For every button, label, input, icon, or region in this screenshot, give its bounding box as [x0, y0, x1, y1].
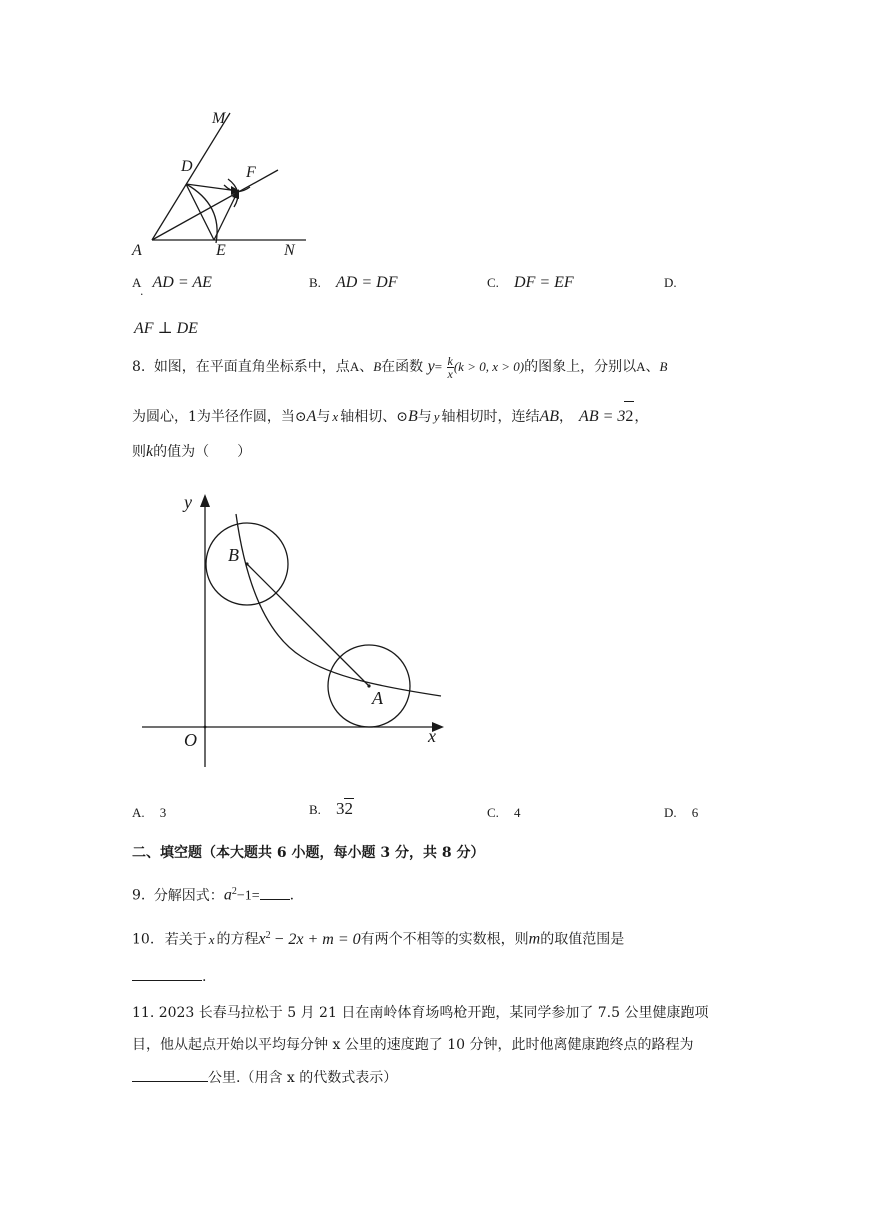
axis-x: x [332, 409, 339, 424]
ray-af [152, 170, 278, 240]
origin-dot [204, 726, 207, 729]
y-axis-arrow [200, 494, 210, 507]
option-letter: C. [487, 275, 499, 290]
point-a: A [349, 359, 360, 374]
label-o: O [184, 730, 197, 750]
point-b-dot [245, 562, 248, 565]
segment-ab: AB [539, 408, 560, 425]
point-a: A [306, 408, 317, 425]
q7-option-a [132, 272, 212, 292]
q8-option-a [132, 802, 166, 821]
text: 与 [417, 409, 432, 425]
label-m: M [212, 110, 226, 127]
label-n: N [284, 242, 295, 259]
q9-number: 9. [132, 887, 146, 904]
option-text: DF = EF [514, 274, 574, 291]
angle-bisector-figure [128, 105, 338, 265]
q11-line-1: 11. 2023 长春马拉松于 5 月 21 日在南岭体育场鸣枪开跑，某同学参加了 7.5 公里健康跑项 [132, 1005, 709, 1021]
label-y: y [184, 492, 192, 512]
text: 则 [132, 444, 146, 460]
q7-option-b [309, 272, 397, 292]
hyperbola-curve [236, 514, 441, 696]
text: 轴相切、⊙ [340, 409, 408, 425]
text: 公里.（用含 x 的代数式表示） [208, 1070, 398, 1086]
q11-line-2: 目，他从起点开始以平均每分钟 x 公里的速度跑了 10 分钟，此时他离健康跑终点的路程为 [132, 1037, 694, 1053]
option-letter: A. [132, 805, 145, 820]
option-letter: A [132, 275, 142, 290]
point-a: A [636, 359, 646, 374]
answer-blank[interactable] [132, 980, 202, 981]
section-2-title: 二、填空题（本大题共 6 小题，每小题 3 分，共 8 分） [132, 845, 485, 861]
label-e: E [216, 242, 226, 259]
segment-ab [247, 564, 369, 686]
ray-am [152, 113, 230, 240]
text: 分解因式： [153, 887, 224, 904]
text: 与 [316, 409, 331, 425]
var-a: a [223, 886, 232, 904]
option-sqrt: 2 [344, 799, 354, 818]
option-letter: B. [309, 275, 321, 290]
func-y: y [427, 358, 435, 375]
text: 在函数 [381, 359, 424, 375]
q7-option-c [487, 272, 574, 292]
text: 的图象上，分别以 [524, 359, 637, 375]
eq-x: x [258, 930, 266, 948]
text: 的方程 [216, 931, 259, 948]
function-fraction [447, 355, 454, 380]
text: ， [559, 409, 574, 425]
option-text: 4 [514, 805, 521, 820]
q10-number: 10. [132, 931, 155, 948]
option-letter: D. [664, 805, 677, 820]
text: 有两个不相等的实数根，则 [360, 931, 529, 948]
text: . [202, 969, 207, 985]
option-text: 6 [691, 805, 699, 820]
axis-y: y [433, 409, 440, 424]
point-a-dot [367, 684, 370, 687]
text: 的取值范围是 [540, 931, 625, 948]
answer-blank[interactable] [132, 1081, 208, 1082]
var-m: m [528, 930, 541, 948]
denominator-x: x [447, 366, 453, 381]
q8-line-1 [132, 352, 667, 382]
text: ， [634, 409, 649, 425]
option-letter: D. [664, 275, 677, 290]
option-text: 3 [159, 805, 167, 820]
text: 为圆心，1为半径作圆，当⊙ [132, 409, 307, 425]
point-b: B [373, 359, 382, 374]
q9 [132, 878, 294, 906]
q8-option-c [487, 802, 521, 821]
sqrt-2: 2 [624, 401, 634, 432]
exponent: 2 [265, 930, 271, 941]
ab-equation: AB = 3 [579, 408, 626, 425]
var-k: k [146, 443, 154, 460]
option-text: AD = DF [336, 274, 398, 291]
q7-option-d [664, 272, 677, 291]
point-b: B [407, 408, 418, 425]
point-b: B [659, 359, 668, 374]
numerator-k: k [447, 353, 453, 368]
text: 如图，在平面直角坐标系中，点 [153, 359, 350, 375]
label-f: F [246, 164, 256, 181]
label-x: x [428, 726, 436, 746]
coordinate-figure [132, 482, 452, 777]
text: 、 [645, 359, 660, 375]
q7-dot: · [140, 288, 144, 301]
exponent: 2 [231, 886, 237, 897]
option-text: 3 [336, 799, 345, 818]
option-letter: B. [309, 802, 321, 817]
label-a: A [372, 688, 383, 708]
q8-line-3 [132, 438, 251, 466]
text: 的值为（ ） [153, 444, 252, 460]
text: . [289, 887, 295, 904]
var-x: x [208, 931, 215, 947]
q8-line-2 [132, 401, 648, 431]
label-a: A [132, 242, 142, 259]
segment-de [186, 184, 214, 240]
func-eq: = [434, 359, 443, 374]
q7-option-d-text: AF ⊥ DE [134, 320, 198, 337]
text: 若关于 [164, 931, 207, 948]
func-condition: (k > 0, x > 0) [453, 359, 525, 374]
q8-number: 8. [132, 359, 146, 375]
expr-rest: −1= [236, 888, 260, 904]
text: 轴相切时，连结 [441, 409, 540, 425]
label-d: D [181, 158, 193, 175]
q10-answer-line [132, 965, 206, 989]
answer-blank[interactable] [260, 899, 290, 900]
q11-line-3 [132, 1066, 397, 1090]
q10 [132, 922, 624, 950]
label-b: B [228, 545, 239, 565]
option-letter: C. [487, 805, 499, 820]
option-text: AD = AE [152, 274, 212, 291]
text: 、 [359, 359, 374, 375]
q8-option-d [664, 802, 698, 821]
q8-option-b [309, 798, 354, 819]
eq-rest: − 2x + m = 0 [273, 930, 361, 948]
